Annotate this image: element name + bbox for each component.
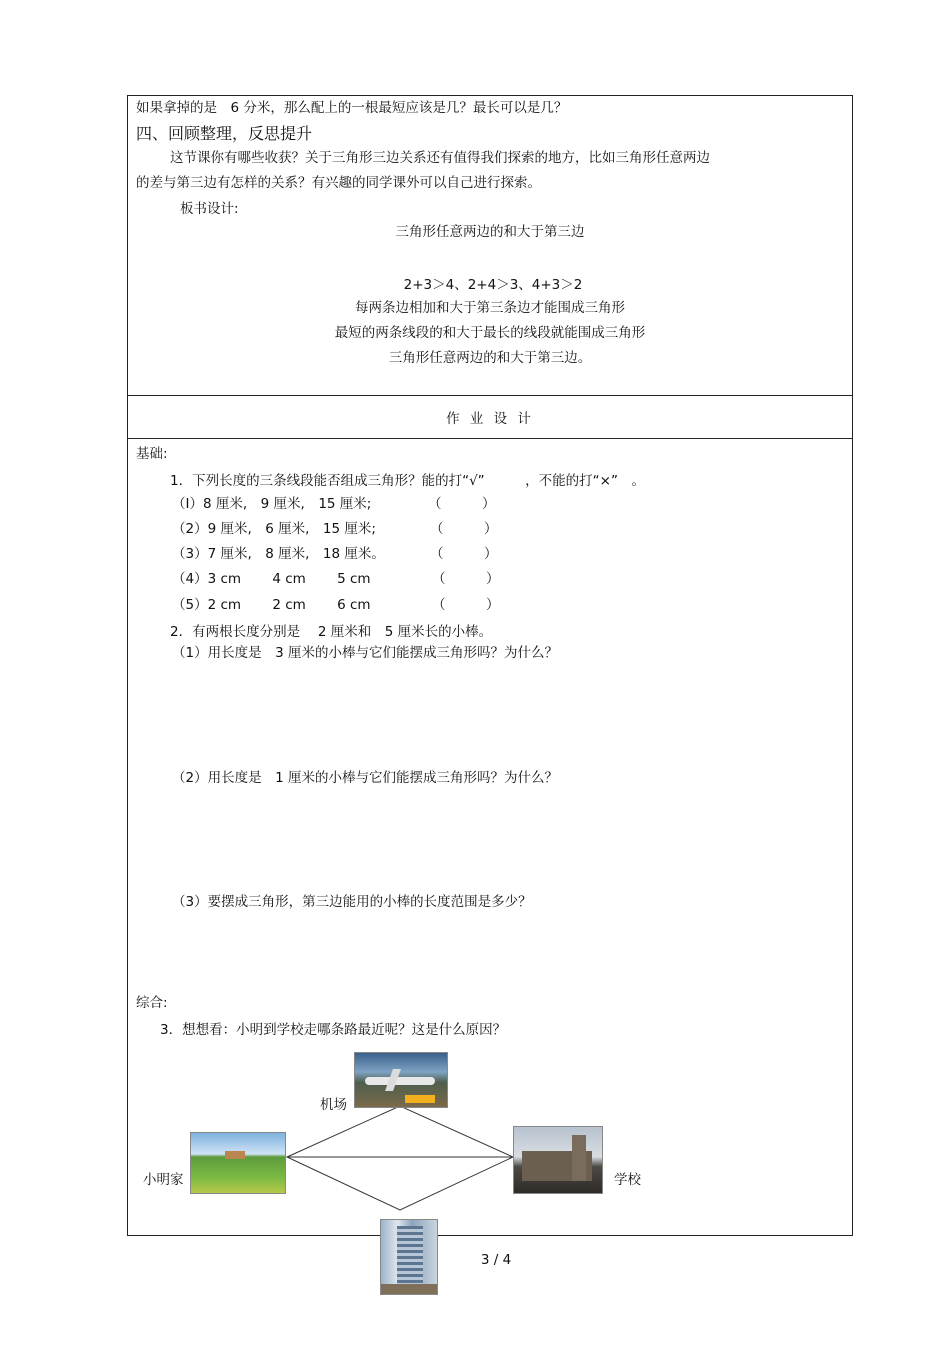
q1-answer-1[interactable]: （ ） bbox=[428, 496, 496, 512]
section-title: 四、回顾整理，反思提升 bbox=[136, 124, 313, 143]
question-2: 2．有两根长度分别是 2 厘米和 5 厘米长的小棒。 bbox=[170, 624, 493, 640]
airport-image bbox=[354, 1052, 448, 1108]
q1-item-4: （4）3 cm 4 cm 5 cm bbox=[172, 571, 371, 587]
q1-item-1: （Ⅰ）8 厘米, 9 厘米, 15 厘米; bbox=[172, 496, 372, 512]
q1-item-2: （2）9 厘米, 6 厘米, 15 厘米; bbox=[172, 521, 376, 537]
q1-answer-5[interactable]: （ ） bbox=[432, 597, 500, 613]
question-3: 3．想想看：小明到学校走哪条路最近呢？这是什么原因？ bbox=[160, 1022, 507, 1038]
table-divider-1 bbox=[127, 395, 853, 396]
paragraph-line-1: 这节课你有哪些收获？关于三角形三边关系还有值得我们探索的地方，比如三角形任意两边 bbox=[170, 150, 710, 166]
home-image bbox=[190, 1132, 286, 1194]
paragraph-line-2: 的差与第三边有怎样的关系？有兴趣的同学课外可以自己进行探索。 bbox=[136, 175, 541, 191]
school-image bbox=[513, 1126, 603, 1194]
q1-answer-2[interactable]: （ ） bbox=[430, 521, 498, 537]
building-image bbox=[380, 1219, 438, 1295]
school-label: 学校 bbox=[614, 1172, 641, 1188]
page-number: 3 / 4 bbox=[480, 1252, 512, 1268]
q1-item-3: （3）7 厘米, 8 厘米, 18 厘米。 bbox=[172, 546, 385, 562]
question-2-sub-3: （3）要摆成三角形，第三边能用的小棒的长度范围是多少？ bbox=[172, 894, 532, 910]
board-line-1: 每两条边相加和大于第三条边才能围成三角形 bbox=[355, 300, 625, 316]
board-line-3: 三角形任意两边的和大于第三边。 bbox=[388, 350, 592, 366]
question-line: 如果拿掉的是 6 分米，那么配上的一根最短应该是几？最长可以是几？ bbox=[136, 100, 568, 116]
q1-answer-4[interactable]: （ ） bbox=[432, 571, 500, 587]
home-label: 小明家 bbox=[143, 1172, 184, 1188]
homework-header: 作 业 设 计 bbox=[446, 411, 534, 427]
question-2-sub-1: （1）用长度是 3 厘米的小棒与它们能摆成三角形吗？为什么？ bbox=[172, 645, 558, 661]
question-1: 1．下列长度的三条线段能否组成三角形？能的打“√” ，不能的打“×” 。 bbox=[170, 473, 645, 489]
basic-label: 基础: bbox=[136, 446, 168, 462]
question-2-sub-2: （2）用长度是 1 厘米的小棒与它们能摆成三角形吗？为什么？ bbox=[172, 770, 558, 786]
airport-label: 机场 bbox=[320, 1097, 347, 1113]
board-line-2: 最短的两条线段的和大于最长的线段就能围成三角形 bbox=[334, 325, 646, 341]
q1-answer-3[interactable]: （ ） bbox=[430, 546, 498, 562]
board-title: 三角形任意两边的和大于第三边 bbox=[395, 224, 585, 240]
lesson-table-frame bbox=[127, 95, 853, 1236]
table-divider-2 bbox=[127, 438, 853, 439]
board-formula: 2+3＞4、2+4＞3、4+3＞2 bbox=[403, 277, 583, 293]
q1-item-5: （5）2 cm 2 cm 6 cm bbox=[172, 597, 371, 613]
comprehensive-label: 综合: bbox=[136, 995, 168, 1011]
board-design-label: 板书设计: bbox=[180, 201, 239, 217]
